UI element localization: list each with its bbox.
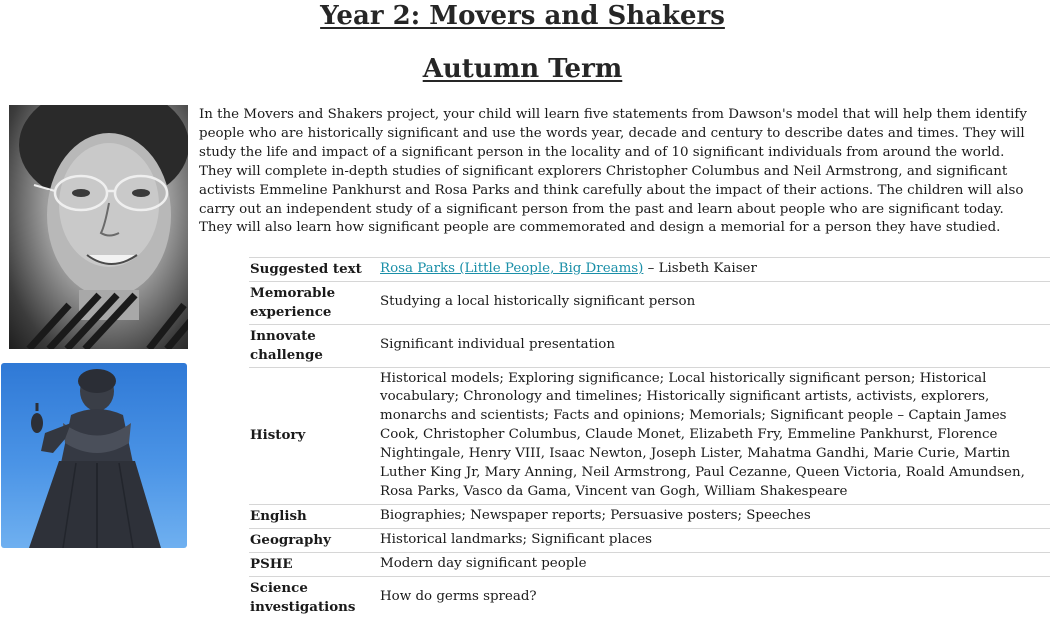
page-title: Year 2: Movers and Shakers [320,1,725,31]
row-label-geography: Geography [249,528,374,552]
table-row [249,528,1050,552]
row-value-pshe: Modern day significant people [374,552,1050,576]
row-label-english: English [249,504,374,528]
row-label-innovate-challenge: Innovate challenge [249,324,374,367]
row-value-history: Historical models; Exploring significance; Local historically significant person; Historical vocabulary; Chronology and timelines; Historically significant artists, activists, explorers, monarchs and scientists; Facts and opinions; Memorials; Significant people – Captain James Cook, Christopher Columbus, Claude Monet, Elizabeth Fry, Emmeline Pankhurst, Florence Nightingale, Henry VIII, Isaac Newton, Joseph Lister, Mahatma Gandhi, Marie Curie, Martin Luther King Jr, Mary Anning, Neil Armstrong, Paul Cezanne, Queen Victoria, Roald Amundsen, Rosa Parks, Vasco da Gama, Vincent van Gogh, William Shakespeare [374,367,1050,504]
row-label-suggested-text: Suggested text [249,258,374,282]
row-value-english: Biographies; Newspaper reports; Persuasive posters; Speeches [374,504,1050,528]
suggested-text-link[interactable]: Rosa Parks (Little People, Big Dreams) [380,261,644,276]
row-label-history: History [249,367,374,504]
row-value-geography: Historical landmarks; Significant places [374,528,1050,552]
row-label-memorable-experience: Memorable experience [249,281,374,324]
row-value-science-investigations: How do germs spread? [380,589,537,605]
term-title: Autumn Term [422,54,623,84]
suggested-text-author: – Lisbeth Kaiser [643,261,757,276]
row-value-innovate-challenge: Significant individual presentation [374,324,1050,367]
portrait-photo [9,105,188,349]
table-row [249,324,1050,367]
table-row [249,576,1050,618]
table-row [249,504,1050,528]
table-row [249,258,1050,282]
table-row [249,281,1050,324]
table-row [249,367,1050,504]
table-row [249,552,1050,576]
intro-paragraph: In the Movers and Shakers project, your child will learn five statements from Dawson's model that will help them identify people who are historically significant and use the words year, decade and century to describe dates and times. They will study the life and impact of a significant person in the locality and of 10 significant individuals from around the world. They will complete in-depth studies of significant explorers Christopher Columbus and Neil Armstrong, and significant activists Emmeline Pankhurst and Rosa Parks and think carefully about the impact of their actions. The children will also carry out an independent study of a significant person from the past and learn about people who are significant today. They will also learn how significant people are commemorated and design a memorial for a person they have studied. [199,107,1027,236]
row-label-science-investigations: Science investigations [250,579,356,615]
statue-photo [1,363,187,548]
row-label-pshe: PSHE [249,552,374,576]
row-value-memorable-experience: Studying a local historically significant person [374,281,1050,324]
curriculum-table [249,257,1050,618]
row-value-suggested-text [374,258,1050,282]
